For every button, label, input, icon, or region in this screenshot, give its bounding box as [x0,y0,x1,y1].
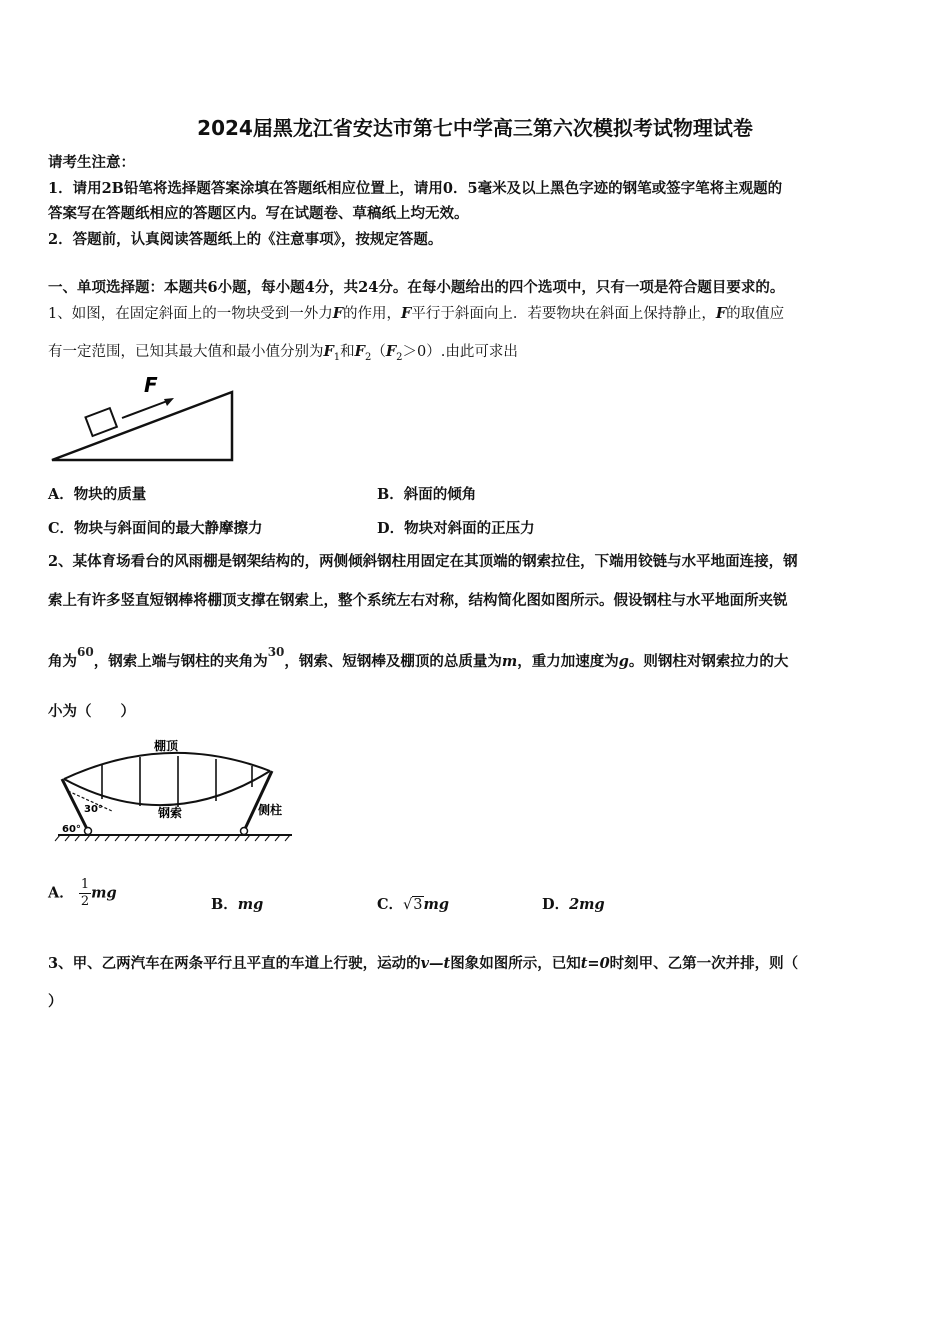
option-letter: C． [377,896,404,913]
notice-line-2: 2．答题前，认真阅读答题纸上的《注意事项》，按规定答题。 [48,231,443,248]
force-arrow-head [164,398,174,406]
notice-line-1b: 答案写在答题纸相应的答题区内。写在试题卷、草稿纸上均无效。 [48,205,469,222]
cable-label: 钢索 [158,806,183,820]
q3-text: 图象如图所示，已知 [450,955,581,972]
fraction [79,877,91,910]
roof-figure [52,735,302,845]
force-arrow-line [122,400,170,418]
q1-text: 和 [340,344,355,360]
angle-value: 60 [77,645,94,659]
option-value: mg [91,884,117,902]
fraction-denominator: 2 [80,894,90,909]
page-title: 2024届黑龙江省安达市第七中学高三第六次模拟考试物理试卷 [197,116,753,140]
q1-var: F [401,305,412,322]
q3-line-2: ） [48,993,63,1010]
hinge [241,828,248,835]
right-column [244,771,272,831]
q1-text: 的作用， [343,306,402,322]
q2-text: ，钢索、短钢棒及棚顶的总质量为 [284,653,502,670]
sqrt-radicand: 3 [413,897,423,913]
option-letter: D． [542,896,570,913]
sqrt-symbol: √3 [403,897,423,913]
q1-line-1 [48,302,784,323]
cable-curve [64,771,270,805]
q1-var: F [354,343,365,360]
q1-sub: 2 [396,351,403,363]
q2-text: ，钢索上端与钢柱的夹角为 [93,653,268,670]
q1-option-a[interactable]: A．物块的质量 [48,486,147,503]
option-value: mg [423,896,450,913]
roof-arc [64,753,270,779]
incline-triangle [52,392,232,460]
q2-text: ，重力加速度为 [517,653,619,670]
q2-var-g: g [618,653,629,670]
q2-line-2: 索上有许多竖直短钢棒将棚顶支撑在钢索上，整个系统左右对称，结构简化图如图所示。假设钢柱与水平地面所夹锐 [48,592,788,609]
q1-line-2 [48,340,518,363]
q1-text: （ [371,344,386,360]
q1-var: F [715,305,727,322]
roof-label: 棚顶 [154,739,179,753]
column-label: 侧柱 [258,803,283,817]
q1-var: F [332,305,344,322]
q1-option-d[interactable]: D．物块对斜面的正压力 [377,520,535,537]
q1-text: 的取值应 [726,306,785,322]
hinge [85,828,92,835]
section-heading: 一、单项选择题：本题共6小题，每小题4分，共24分。在每小题给出的四个选项中，只有一项是符合题目要求的。 [48,279,785,296]
q1-sub: 2 [364,351,372,363]
q1-option-b[interactable]: B．斜面的倾角 [377,486,477,503]
incline-figure [46,370,236,465]
q2-line-4: 小为（ ） [48,703,135,720]
q3-var: v—t [420,955,451,972]
q1-var: F [323,343,334,360]
q3-text: 时刻甲、乙第一次并排，则（ [609,955,799,972]
q3-var: t=0 [580,955,610,972]
q1-text: 平行于斜面向上．若要物块在斜面上保持静止， [411,306,716,322]
fraction-numerator: 1 [80,877,90,892]
angle-60-label: 60° [62,824,81,835]
q1-text: 1、如图，在固定斜面上的一物块受到一外力 [48,306,333,322]
option-value: 2mg [569,896,605,913]
q1-text: 有一定范围，已知其最大值和最小值分别为 [48,344,324,360]
option-letter: B． [211,896,238,913]
q2-option-d[interactable] [542,893,605,914]
angle-value: 30 [267,645,285,659]
block [85,408,116,436]
q2-text: 角为 [48,653,77,670]
q3-text: 3、甲、乙两汽车在两条平行且平直的车道上行驶，运动的 [48,955,421,972]
q1-option-c[interactable]: C．物块与斜面间的最大静摩擦力 [48,520,263,537]
notice-heading: 请考生注意： [48,154,135,171]
q3-line-1 [48,952,798,973]
q2-option-c[interactable] [377,893,449,914]
q2-option-b[interactable] [211,893,263,914]
q2-var-m: m [501,653,518,670]
option-letter: A． [48,884,74,902]
force-label: F [144,373,158,397]
q2-text: 。则钢柱对钢索拉力的大 [628,653,789,670]
q2-option-a[interactable] [48,877,117,910]
option-value: mg [237,896,264,913]
q2-line-3 [48,645,789,671]
q1-text: ＞0）.由此可求出 [402,344,518,360]
q2-line-1: 2、某体育场看台的风雨棚是钢架结构的，两侧倾斜钢柱用固定在其顶端的钢索拉住，下端用铰链与水平地面连接，钢 [48,553,798,570]
angle-30-label: 30° [84,804,103,815]
q1-var: F [385,343,397,360]
q1-sub: 1 [333,351,341,363]
notice-line-1a: 1．请用2B铅笔将选择题答案涂填在答题纸相应位置上，请用0．5毫米及以上黑色字迹的钢笔或签字笔将主观题的 [48,180,783,197]
block-group [85,408,116,436]
